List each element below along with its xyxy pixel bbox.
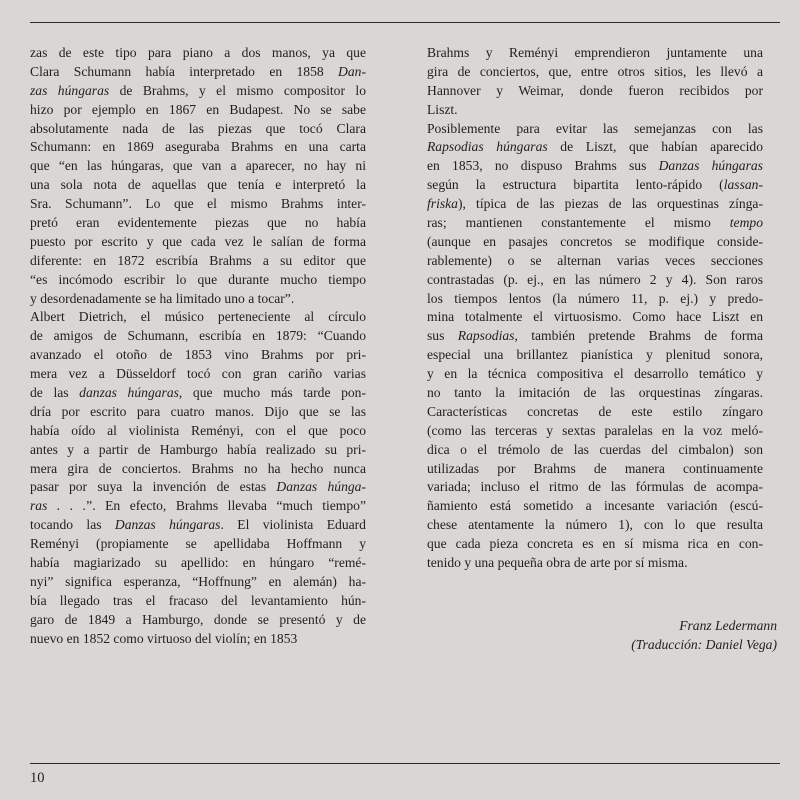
text-segment: utilizadas por Brahms de manera continuamente xyxy=(427,460,763,476)
text-segment: Schumann: en 1869 aseguraba Brahms en una carta xyxy=(30,139,366,155)
text-segment: contrastadas (p. ej., en las número 2 y 4). Son raros xyxy=(427,271,763,287)
text-line xyxy=(30,611,366,630)
text-line xyxy=(427,138,763,157)
text-line xyxy=(427,176,763,195)
text-segment: nyi” significa esperanza, “Hoffnung” en alemán) ha- xyxy=(30,573,366,589)
text-segment: sus xyxy=(427,328,458,344)
text-segment: Características concretas de este estilo zíngaro xyxy=(427,403,763,419)
text-line xyxy=(30,195,366,214)
page-number: 10 xyxy=(30,770,45,786)
text-line xyxy=(30,516,366,535)
text-line xyxy=(427,365,763,384)
signature-author: Franz Ledermann xyxy=(679,618,777,633)
text-segment: en 1853, no dispuso Brahms sus xyxy=(427,158,659,174)
right-text-column xyxy=(427,44,763,573)
text-line xyxy=(30,573,366,592)
text-segment: ras; mantienen constantemente el mismo xyxy=(427,215,730,231)
text-segment: y desordenadamente se ha limitado uno a tocar”. xyxy=(30,290,295,306)
text-line xyxy=(427,252,763,271)
text-line xyxy=(427,82,763,101)
left-text-column xyxy=(30,44,366,649)
text-segment: pretó eran evidentemente piezas que no había xyxy=(30,215,366,231)
text-line xyxy=(30,535,366,554)
text-line xyxy=(427,233,763,252)
text-line xyxy=(427,271,763,290)
text-line xyxy=(30,403,366,422)
text-line xyxy=(30,478,366,497)
text-line xyxy=(30,384,366,403)
text-line xyxy=(30,308,366,327)
text-segment: de amigos de Schumann, escribía en 1879: “Cuando xyxy=(30,328,366,344)
text-segment: y en la técnica compositiva el desarrollo temático y xyxy=(427,366,763,382)
text-line xyxy=(427,554,763,573)
text-segment: bía llegado tras el fracaso del levantamiento hún- xyxy=(30,592,366,608)
text-segment: Liszt. xyxy=(427,101,458,117)
text-line xyxy=(30,101,366,120)
text-segment: de las xyxy=(30,385,80,401)
text-segment: chese atentamente la número 1), con lo que resulta xyxy=(427,517,763,533)
text-segment: lassan- xyxy=(723,177,763,193)
text-line xyxy=(30,252,366,271)
text-segment: de Brahms, y el mismo compositor lo xyxy=(109,82,366,98)
text-line xyxy=(30,497,366,516)
text-segment: ras . . . xyxy=(30,498,87,514)
text-line xyxy=(30,271,366,290)
text-segment: Clara Schumann había interpretado en 1858 xyxy=(30,63,339,79)
text-segment: danzas húngaras xyxy=(79,385,179,401)
text-line xyxy=(427,44,763,63)
text-segment: Albert Dietrich, el músico perteneciente al círculo xyxy=(30,309,366,325)
text-segment: había magiarizado su apellido: en húngaro “remé- xyxy=(30,555,366,571)
text-segment: ”. En efecto, Brahms llevaba “much tiempo” xyxy=(86,498,366,514)
text-segment: friska xyxy=(427,196,458,212)
text-segment: tempo xyxy=(729,215,763,231)
text-line xyxy=(30,630,366,649)
text-segment: Danzas húngaras xyxy=(114,517,221,533)
text-line xyxy=(427,422,763,441)
text-segment: (como las terceras y sextas paralelas en la voz meló- xyxy=(427,422,763,438)
text-segment: de Liszt, que habían aparecido xyxy=(547,139,763,155)
text-segment: gira de conciertos, que, entre otros sitios, les llevó a xyxy=(427,63,763,79)
text-segment: Rapsodias húngaras xyxy=(427,139,548,155)
text-segment: los tiempos lentos (la número 11, p. ej.) y predo- xyxy=(427,290,763,306)
text-segment: , que mucho más tarde pon- xyxy=(178,385,367,401)
text-line xyxy=(427,195,763,214)
text-line xyxy=(427,441,763,460)
text-line xyxy=(427,63,763,82)
text-segment: antes y a partir de Hamburgo había realizado su pri- xyxy=(30,441,366,457)
text-segment: zas de este tipo para piano a dos manos, ya que xyxy=(30,45,366,60)
text-line xyxy=(30,441,366,460)
text-line xyxy=(30,422,366,441)
text-segment: variada; incluso el ritmo de las fórmulas de acompa- xyxy=(427,479,763,495)
text-line xyxy=(30,592,366,611)
text-line xyxy=(427,290,763,309)
text-segment: Danzas húnga- xyxy=(276,479,366,495)
text-line xyxy=(30,138,366,157)
text-line xyxy=(30,63,366,82)
text-segment: “es incómodo escribir lo que durante mucho tiempo xyxy=(30,271,366,287)
text-segment: pasar por suya la invención de estas xyxy=(30,479,277,495)
text-line xyxy=(30,120,366,139)
text-segment: Reményi (propiamente se apellidaba Hoffmann y xyxy=(30,536,366,552)
text-segment: Sra. Schumann”. Lo que el mismo Brahms inter- xyxy=(30,196,366,212)
text-segment: diferente: en 1872 escribía Brahms a su editor que xyxy=(30,252,366,268)
text-line xyxy=(427,346,763,365)
text-line xyxy=(30,460,366,479)
text-segment: Brahms y Reményi emprendieron juntamente una xyxy=(427,45,763,60)
text-segment: hizo por ejemplo en 1867 en Budapest. No se sabe xyxy=(30,101,366,117)
text-segment: una sola nota de aquellas que tenía e interpretó la xyxy=(30,177,366,193)
text-segment: que cada pieza concreta es en sí misma rica en con- xyxy=(427,536,763,552)
text-line xyxy=(427,120,763,139)
text-segment: Danzas húngaras xyxy=(658,158,763,174)
text-segment: tenido y una pequeña obra de arte por sí misma. xyxy=(427,555,688,571)
text-line xyxy=(427,497,763,516)
text-segment: ), típica de las piezas de las orquestinas zínga- xyxy=(457,196,763,212)
text-segment: Hannover y Weimar, donde fueron recibidos por xyxy=(427,82,763,98)
text-segment: dría por escrito para cuatro manos. Dijo que se las xyxy=(30,403,366,419)
text-segment: nuevo en 1852 como virtuoso del violín; en 1853 xyxy=(30,630,298,646)
text-line xyxy=(30,157,366,176)
text-segment: zas húngaras xyxy=(30,82,110,98)
text-segment: ñamiento está sometido a incesante variación (escú- xyxy=(427,498,763,514)
text-line xyxy=(30,82,366,101)
text-line xyxy=(427,535,763,554)
text-line xyxy=(427,403,763,422)
text-segment: según la estructura bipartita lento-rápido ( xyxy=(427,177,724,193)
text-segment: absolutamente nada de las piezas que tocó Clara xyxy=(30,120,366,136)
text-line xyxy=(427,157,763,176)
text-segment: mera gira de conciertos. Brahms no ha hecho nunca xyxy=(30,460,366,476)
text-segment: rablemente) o se alternan varias veces secciones xyxy=(427,252,763,268)
text-segment: , también pretende Brahms de forma xyxy=(514,328,763,344)
signature-translator: (Traducción: Daniel Vega) xyxy=(631,637,777,652)
text-line xyxy=(427,101,763,120)
text-segment: dica o el trémolo de las cuerdas del cimbalon) son xyxy=(427,441,763,457)
text-line xyxy=(30,365,366,384)
text-segment: Dan- xyxy=(338,63,366,79)
text-segment: puesto por escrito y que cada vez le salían de forma xyxy=(30,233,366,249)
text-line xyxy=(427,516,763,535)
text-segment: mina totalmente el virtuosismo. Como hace Liszt en xyxy=(427,309,763,325)
text-line xyxy=(427,384,763,403)
bottom-rule xyxy=(30,763,780,764)
text-line xyxy=(30,290,366,309)
top-rule xyxy=(30,22,780,23)
text-line xyxy=(30,346,366,365)
text-segment: (aunque en pasajes concretos se modifique conside- xyxy=(427,233,763,249)
text-segment: avanzado el otoño de 1853 vino Brahms por pri- xyxy=(30,347,366,363)
text-segment: especial una brillantez pianística y plenitud sonora, xyxy=(427,347,763,363)
text-segment: garo de 1849 a Hamburgo, donde se presentó y de xyxy=(30,611,366,627)
text-line xyxy=(427,308,763,327)
text-segment: había oído al violinista Reményi, con el que poco xyxy=(30,422,366,438)
text-line xyxy=(427,214,763,233)
text-line xyxy=(427,460,763,479)
text-line xyxy=(427,478,763,497)
text-segment: que “en las húngaras, que van a aparecer, no hay ni xyxy=(30,158,366,174)
text-segment: tocando las xyxy=(30,517,115,533)
text-line xyxy=(30,327,366,346)
text-segment: Rapsodias xyxy=(457,328,515,344)
text-line xyxy=(30,554,366,573)
text-segment: no tanto la imitación de las orquestinas zíngaras. xyxy=(427,385,763,401)
text-line xyxy=(30,44,366,63)
text-line xyxy=(427,327,763,346)
text-segment: mera vez a Düsseldorf tocó con gran cariño varias xyxy=(30,366,366,382)
text-segment: . El violinista Eduard xyxy=(220,517,366,533)
text-line xyxy=(30,233,366,252)
text-line xyxy=(30,176,366,195)
text-line xyxy=(30,214,366,233)
text-segment: Posiblemente para evitar las semejanzas con las xyxy=(427,120,763,136)
